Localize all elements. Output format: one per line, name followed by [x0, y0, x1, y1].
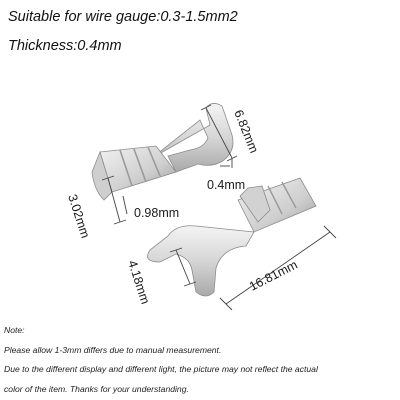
lower-terminal: [148, 178, 316, 296]
barrel-gap-label: 0.98mm: [134, 206, 180, 220]
fork-width-label: 6.82mm: [231, 107, 262, 155]
thickness-label: 0.4mm: [207, 178, 246, 192]
thickness-spec: Thickness:0.4mm: [8, 38, 122, 54]
notes-line-2: Due to the different display and different light, the picture may not reflect the actual: [4, 364, 318, 374]
barrel-height-label: 3.02mm: [65, 192, 93, 240]
notes-line-3: color of the item. Thanks for your understanding.: [4, 383, 189, 394]
barrel-gap-dimension: [123, 196, 179, 220]
total-length-label: 16.81mm: [247, 257, 300, 294]
notes-heading: Note:: [4, 325, 25, 335]
upper-terminal-body: [100, 146, 176, 192]
lower-terminal-fork: [148, 226, 254, 296]
notes-section: [4, 321, 318, 399]
slot-width-label: 4.18mm: [125, 258, 153, 306]
wire-gauge-spec: Suitable for wire gauge:0.3-1.5mm2: [8, 9, 238, 25]
notes-line-1: Please allow 1-3mm differs due to manual measurement.: [4, 344, 222, 355]
